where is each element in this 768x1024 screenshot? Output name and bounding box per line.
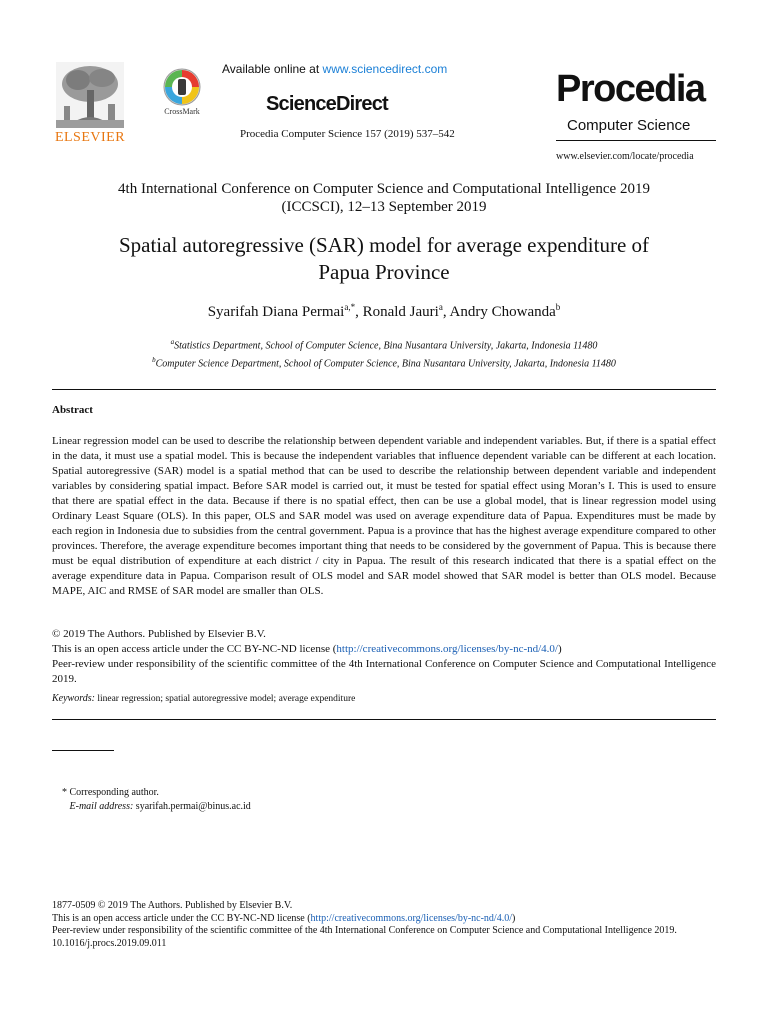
author-list xyxy=(40,302,728,321)
author-sup: a,* xyxy=(344,302,356,312)
crossmark-label: CrossMark xyxy=(164,107,200,116)
top-divider xyxy=(52,389,716,390)
title-line-1: Spatial autoregressive (SAR) model for average expenditure of xyxy=(118,233,650,257)
affiliations xyxy=(40,335,728,372)
elsevier-tree-icon xyxy=(56,62,124,128)
corresponding-label: * Corresponding author. xyxy=(62,787,159,798)
conference-line-2: (ICCSCI), 12–13 September 2019 xyxy=(281,199,487,215)
sciencedirect-wordmark: ScienceDirect xyxy=(266,93,388,115)
license-line xyxy=(52,642,716,657)
crossmark-badge[interactable] xyxy=(160,68,204,120)
footnote-divider xyxy=(52,750,114,751)
abstract-body: Linear regression model can be used to describe the relationship between dependent variable and independent variables. But, if there is a spatial effect in the data, it must use a spatial model. This is because the independent variables that influence dependent variable can be different at each location. Spatial autoregressive (SAR) model is a spatial method that can be used to describe the relationship between dependent variable and independent variables by considering spatial impact. Before SAR model is carried out, it must be tested for spatial effect using Moran’s I. This is used to ensure that there are spatial effect in the data. Because if there is no spatial effect, then can be use a global model, that is linear regression model using Ordinary Least Square (OLS). In this paper, OLS and SAR model was used on average expenditure data of Papua. Expenditures must be made by each region in Indonesia due to subsidies from the central government. Papua is a province that has the highest average expenditure compared to other provinces. Therefore, the average expenditure becomes important thing that needs to be considered by the government of Papua. This is because there must be equal distribution of expenditure at each district / city in Papua. The result of this research indicated that there is a spatial effect on the average expenditure data in Papua. Comparison result of OLS model and SAR model showed that SAR model is better than OLS model. Because MAPE, AIC and RMSE of SAR model are smaller than OLS. xyxy=(52,435,716,597)
author-name: Andry Chowanda xyxy=(449,304,556,320)
elsevier-wordmark: ELSEVIER xyxy=(54,130,126,145)
footer-license-suffix: ) xyxy=(511,912,516,924)
email-address[interactable]: syarifah.permai@binus.ac.id xyxy=(133,801,251,812)
abstract-heading: Abstract xyxy=(52,404,93,416)
footer-license xyxy=(52,913,716,926)
title-line-2: Papua Province xyxy=(318,260,450,284)
affiliation-text: Computer Science Department, School of Computer Science, Bina Nusantara University, Jakarta, Indonesia 11480 xyxy=(155,358,616,370)
procedia-subtitle: Computer Science xyxy=(567,117,691,134)
footer-doi[interactable]: 10.1016/j.procs.2019.09.011 xyxy=(52,937,167,949)
affiliation-text: Statistics Department, School of Computer Science, Bina Nusantara University, Jakarta, Indonesia 11480 xyxy=(174,340,598,352)
elsevier-url[interactable]: www.elsevier.com/locate/procedia xyxy=(556,151,694,162)
author-sup: b xyxy=(555,302,561,312)
peer-review-line: Peer-review under responsibility of the scientific committee of the 4th International Conference on Computer Science and Computational Intelligence 2019. xyxy=(52,658,716,685)
procedia-divider xyxy=(556,140,716,141)
paper-title xyxy=(40,232,728,286)
crossmark-icon xyxy=(163,68,201,106)
author-sep: , xyxy=(355,304,363,320)
available-prefix: Available online at xyxy=(222,62,323,76)
affiliation-a xyxy=(40,335,728,353)
footer-license-prefix: This is an open access article under the CC BY-NC-ND license ( xyxy=(52,912,311,924)
email-line xyxy=(62,800,251,814)
author-name: Syarifah Diana Permai xyxy=(207,304,345,320)
journal-reference: Procedia Computer Science 157 (2019) 537–542 xyxy=(240,128,455,140)
page-footer xyxy=(52,900,716,950)
email-label: E-mail address: xyxy=(69,801,134,812)
elsevier-logo xyxy=(52,62,128,148)
footer-license-link[interactable]: http://creativecommons.org/licenses/by-nc-nd/4.0/ xyxy=(310,912,512,924)
affiliation-b xyxy=(40,353,728,371)
procedia-logo: Procedia xyxy=(556,68,705,110)
conference-name xyxy=(40,180,728,216)
sciencedirect-link[interactable]: www.sciencedirect.com xyxy=(322,62,448,76)
author-sup: a xyxy=(438,302,443,312)
footer-peer-review: Peer-review under responsibility of the scientific committee of the 4th International Conference on Computer Science and Computational Intelligence 2019. xyxy=(52,925,677,936)
author-sep: , xyxy=(442,304,450,320)
copyright-line: © 2019 The Authors. Published by Elsevier B.V. xyxy=(52,628,266,640)
available-online xyxy=(222,62,447,76)
license-prefix: This is an open access article under the CC BY-NC-ND license ( xyxy=(52,643,337,655)
license-link[interactable]: http://creativecommons.org/licenses/by-nc-nd/4.0/ xyxy=(336,643,558,655)
conference-line-1: 4th International Conference on Computer Science and Computational Intelligence 2019 xyxy=(118,181,650,197)
copyright-block xyxy=(52,627,716,687)
bottom-divider xyxy=(52,719,716,720)
affiliation-sup: a xyxy=(170,338,175,346)
keywords-label: Keywords: xyxy=(52,693,95,704)
license-suffix: ) xyxy=(558,643,562,655)
corresponding-author-note xyxy=(62,786,251,814)
keywords xyxy=(52,693,716,704)
affiliation-sup: b xyxy=(152,356,156,365)
author-name: Ronald Jauri xyxy=(362,304,439,320)
footer-issn: 1877-0509 © 2019 The Authors. Published by Elsevier B.V. xyxy=(52,900,293,911)
keywords-list: linear regression; spatial autoregressive model; average expenditure xyxy=(94,694,356,704)
